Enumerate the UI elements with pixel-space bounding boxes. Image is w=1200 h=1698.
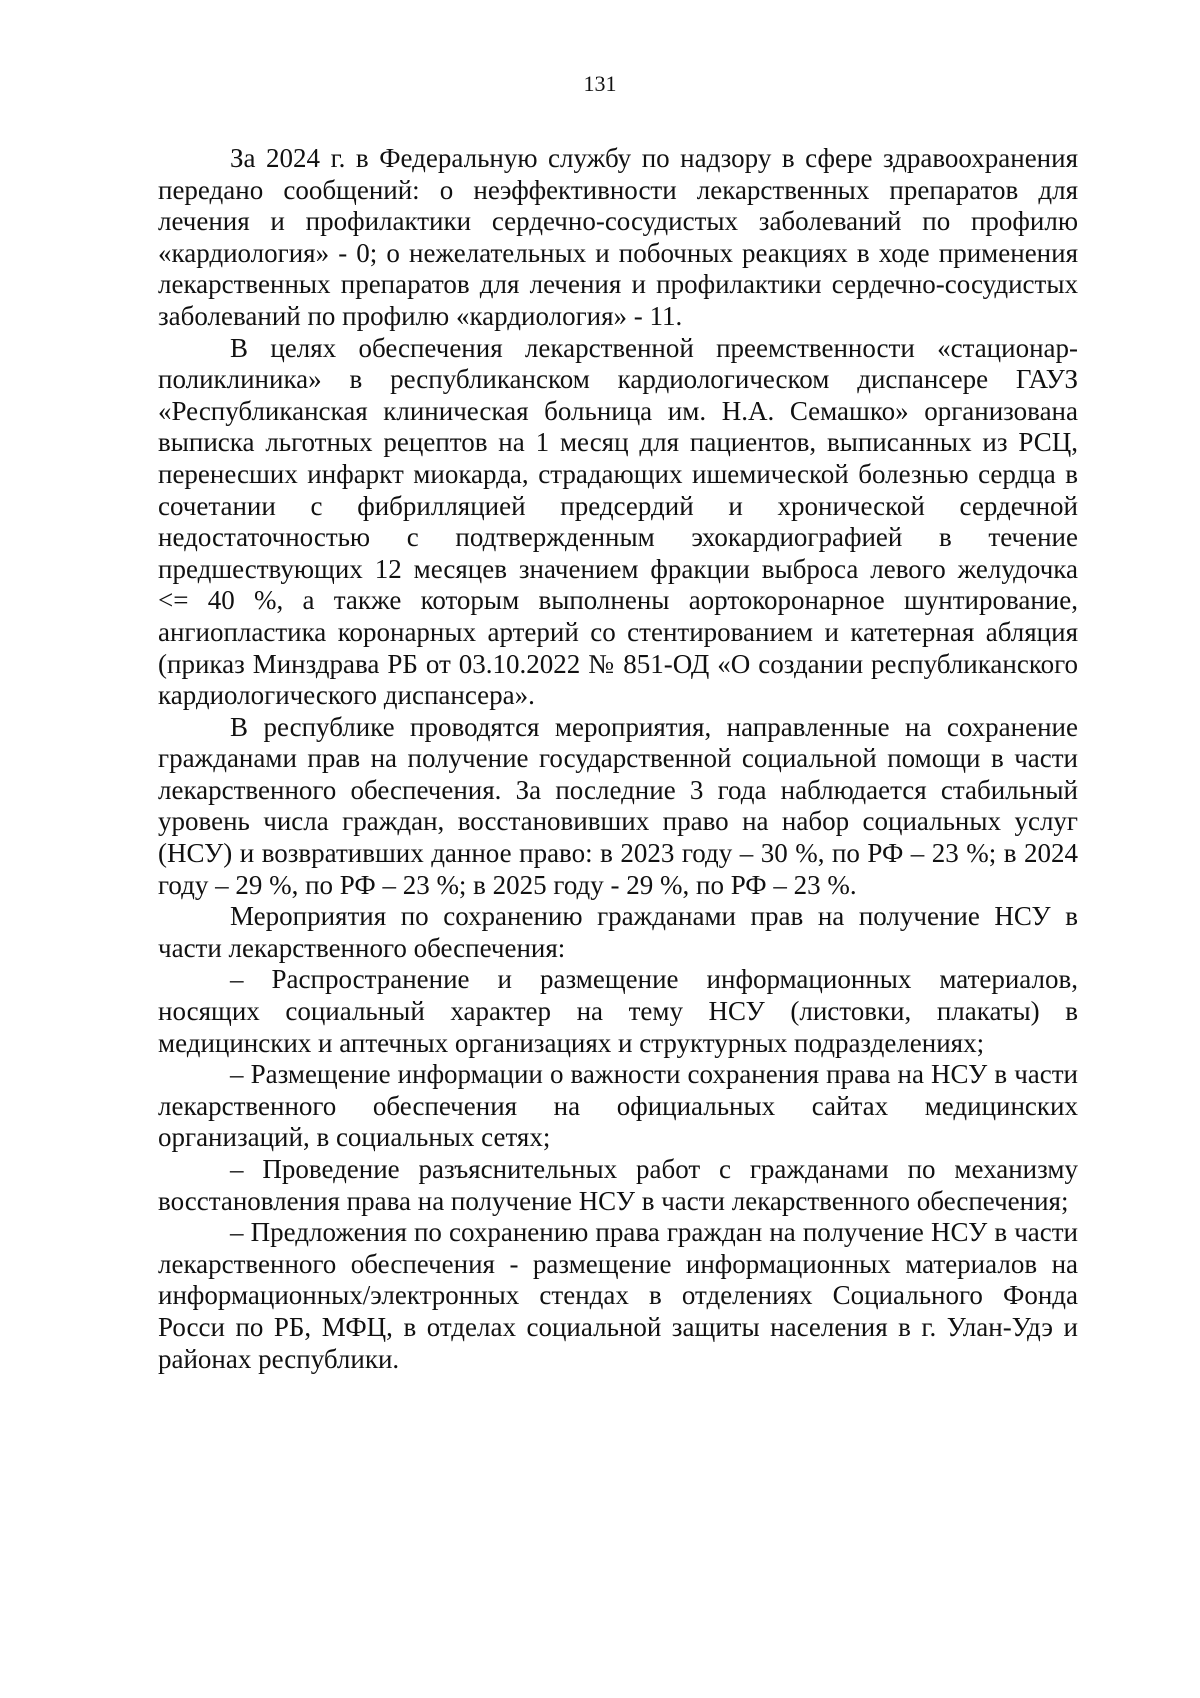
- list-item-distribution: – Распространение и размещение информационных материалов, носящих социальный характер на тему НСУ (листовки, плакаты) в медицинских и аптечных организациях и структурных подразделениях;: [158, 964, 1078, 1058]
- document-body: [158, 143, 1078, 1375]
- list-item-explanatory-work: – Проведение разъяснительных работ с гражданами по механизму восстановления права на получение НСУ в части лекарственного обеспечения;: [158, 1154, 1078, 1216]
- paragraph-social-services-stats: В республике проводятся мероприятия, направленные на сохранение гражданами прав на получение государственной социальной помощи в части лекарственного обеспечения. За последние 3 года наблюдается стабильный уровень числа граждан, восстановивших право на набор социальных услуг (НСУ) и возвративших данное право: в 2023 году – 30 %, по РФ – 23 %; в 2024 году – 29 %, по РФ – 23 %; в 2025 году - 29 %, по РФ – 23 %.: [158, 711, 1078, 900]
- list-item-online-info: – Размещение информации о важности сохранения права на НСУ в части лекарственного обеспечения на официальных сайтах медицинских организаций, в социальных сетях;: [158, 1059, 1078, 1153]
- paragraph-measures-intro: Мероприятия по сохранению гражданами прав на получение НСУ в части лекарственного обеспечения:: [158, 901, 1078, 963]
- page-number: 131: [583, 71, 617, 96]
- list-item-proposals: – Предложения по сохранению права граждан на получение НСУ в части лекарственного обеспечения - размещение информационных материалов на информационных/электронных стендах в отделениях Социального Фонда Росси по РБ, МФЦ, в отделах социальной защиты населения в г. Улан-Удэ и районах республики.: [158, 1217, 1078, 1374]
- paragraph-roszdravnadzor-reports: За 2024 г. в Федеральную службу по надзору в сфере здравоохранения передано сообщений: о неэффективности лекарственных препаратов для лечения и профилактики сердечно-сосудистых заболеваний по профилю «кардиология» - 0; о нежелательных и побочных реакциях в ходе применения лекарственных препаратов для лечения и профилактики сердечно-сосудистых заболеваний по профилю «кардиология» - 11.: [158, 143, 1078, 331]
- paragraph-drug-continuity: В целях обеспечения лекарственной преемственности «стационар-поликлиника» в республиканском кардиологическом диспансере ГАУЗ «Республиканская клиническая больница им. Н.А. Семашко» организована выписка льготных рецептов на 1 месяц для пациентов, выписанных из РСЦ, перенесших инфаркт миокарда, страдающих ишемической болезнью сердца в сочетании с фибрилляцией предсердий и хронической сердечной недостаточностью с подтвержденным эхокардиографией в течение предшествующих 12 месяцев значением фракции выброса левого желудочка <= 40 %, а также которым выполнены аортокоронарное шунтирование, ангиопластика коронарных артерий со стентированием и катетерная абляция (приказ Минздрава РБ от 03.10.2022 № 851-ОД «О создании республиканского кардиологического диспансера».: [158, 332, 1078, 711]
